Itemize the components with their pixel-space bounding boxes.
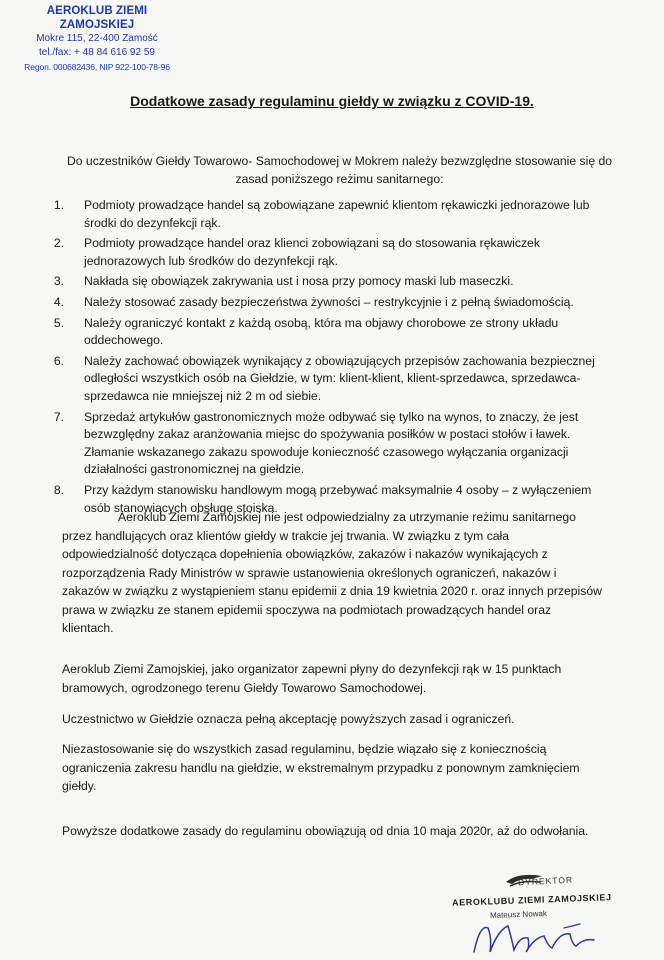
rule-number: 5. [53, 315, 64, 330]
rule-text: Sprzedaż artykułów gastronomicznych może odbywać się tylko na wynos, to znaczy, że jest bezwzględny zakaz aranżowania miejsc do spożywania posiłków w postaci stołów i ławek. Złamanie wskazanego zakazu spowoduje konieczność czasowego wyłączania organizacji działalności gastronomicznej na giełdzie. [84, 409, 579, 477]
organization-name: AEROKLUB ZIEMI ZAMOJSKIEJ [46, 5, 148, 31]
rule-number: 2. [53, 236, 64, 251]
stamp-title: DYREKTOR [517, 874, 574, 888]
rule-item [44, 235, 604, 270]
rule-item [44, 409, 604, 479]
rule-item [44, 197, 604, 232]
handwritten-signature-icon [468, 918, 618, 956]
rule-number: 1. [53, 198, 64, 212]
rule-number: 3. [53, 274, 64, 289]
rule-number: 7. [53, 409, 64, 424]
rule-item [44, 294, 604, 312]
intro-paragraph: Do uczestników Giełdy Towarowo- Samochodowej w Mokrem należy bezwzględne stosowanie się do zasad poniższego reżimu sanitarnego: [66, 154, 613, 186]
responsibility-paragraph: Aeroklub Ziemi Zamojskiej nie jest odpowiedzialny za utrzymanie reżimu sanitarnego przez handlujących oraz klientów giełdy w trakcie jej trwania. W związku z tym cała odpowiedzialność dotycząca dopełnienia obowiązków, zakazów i nakazów wynikających z rozporządzenia Rady Ministrów w sprawie ustanowienia określonych ograniczeń, nakazów i zakazów w związku z wystąpieniem stanu epidemii z dnia 19 kwietnia 2020 r. oraz innych przepisów prawa w związku ze stanem epidemii spoczywa na podmiotach prowadzących handel oraz klientach. [62, 510, 602, 635]
rule-text: Należy ograniczyć kontakt z każdą osobą, która ma objawy chorobowe ze strony układu oddechowego. [84, 315, 559, 348]
rule-text: Należy zachować obowiązek wynikający z obowiązujących przepisów zachowania bezpiecznej odległości wszystkich osób na Giełdzie, w tym: klient-klient, klient-sprzedawca, sprzedawca-sprzedawca nie mniejszej niż 2 m od siebie. [84, 353, 595, 403]
rule-number: 8. [53, 482, 64, 497]
rule-item [44, 273, 604, 291]
organization-phone: tel./fax: + 48 84 616 92 59 [39, 47, 155, 58]
rule-text: Podmioty prowadzące handel oraz klienci zobowiązani są do stosowania rękawiczek jednorazowych lub środków do dezynfekcji rąk. [84, 236, 540, 268]
document-title: Dodatkowe zasady regulaminu giełdy w związku z COVID-19. [130, 93, 534, 109]
rule-text: Przy każdym stanowisku handlowym mogą przebywać maksymalnie 4 osoby – z wyłączeniem osób stanowiących obsługę stoiska. [84, 482, 592, 515]
organization-regon: Regon. 000682436, NIP 922-100-78-96 [24, 62, 170, 72]
rule-number: 4. [53, 294, 64, 309]
acceptance-paragraph: Uczestnictwo w Giełdzie oznacza pełną akceptację powyższych zasad i ograniczeń. [62, 712, 515, 726]
validity-paragraph: Powyższe dodatkowe zasady do regulaminu obowiązują od dnia 10 maja 2020r, aż do odwołania. [62, 824, 589, 838]
rule-text: Podmioty prowadzące handel są zobowiązane zapewnić klientom rękawiczki jednorazowe lub środki do dezynfekcji rąk. [84, 198, 590, 230]
stamp-person: Mateusz Nowak [489, 909, 548, 920]
rule-item [44, 353, 604, 406]
noncompliance-paragraph: Niezastosowanie się do wszystkich zasad regulaminu, będzie wiązało się z koniecznością ograniczenia zakresu handlu na giełdzie, w ekstremalnym przypadku z ponownym zamknięciem giełdy. [62, 742, 580, 793]
organization-address: Mokre 115, 22-400 Zamość [36, 33, 158, 44]
rule-number: 6. [53, 353, 64, 368]
rule-text: Należy stosować zasady bezpieczeństwa żywności – restrykcyjnie i z pełną świadomością. [84, 294, 574, 309]
stamp-organization: AEROKLUBU ZIEMI ZAMOJSKIEJ [451, 892, 612, 908]
disinfection-paragraph: Aeroklub Ziemi Zamojskiej, jako organizator zapewni płyny do dezynfekcji rąk w 15 punktach bramowych, ogrodzonego terenu Giełdy Towarowo Samochodowej. [62, 662, 562, 695]
letterhead [16, 4, 178, 74]
rule-item [44, 315, 604, 350]
rules-list [44, 197, 604, 520]
signature-stamp [440, 868, 630, 958]
rule-text: Nakłada się obowiązek zakrywania ust i nosa przy pomocy maski lub maseczki. [84, 274, 514, 289]
